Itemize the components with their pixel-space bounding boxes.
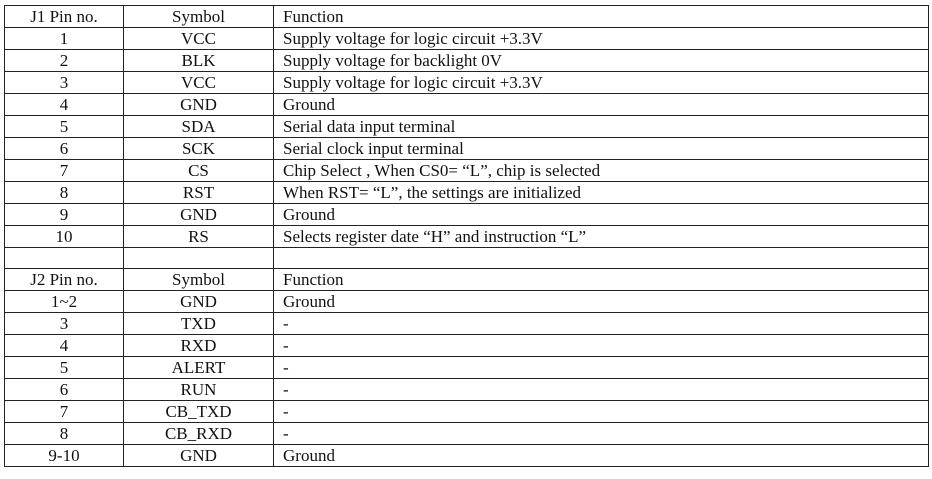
function-cell: - (274, 357, 929, 379)
symbol-cell: RUN (124, 379, 274, 401)
j1-header-row (5, 6, 929, 28)
pin-cell: 3 (5, 72, 124, 94)
function-cell: Selects register date “H” and instruction “L” (274, 226, 929, 248)
table-row (5, 160, 929, 182)
table-row (5, 226, 929, 248)
pin-cell: 4 (5, 335, 124, 357)
pin-cell: 3 (5, 313, 124, 335)
table-row (5, 313, 929, 335)
pin-cell: 7 (5, 401, 124, 423)
table-row (5, 94, 929, 116)
symbol-cell: BLK (124, 50, 274, 72)
table-row (5, 204, 929, 226)
pin-cell: 6 (5, 379, 124, 401)
pin-cell: 9-10 (5, 445, 124, 467)
table-row (5, 138, 929, 160)
table-row (5, 28, 929, 50)
symbol-cell: TXD (124, 313, 274, 335)
symbol-cell: GND (124, 291, 274, 313)
j2-pin-header: J2 Pin no. (5, 269, 124, 291)
function-cell: - (274, 423, 929, 445)
symbol-cell: RS (124, 226, 274, 248)
symbol-cell: VCC (124, 72, 274, 94)
symbol-cell: CB_RXD (124, 423, 274, 445)
j1-function-header: Function (274, 6, 929, 28)
function-cell: Serial clock input terminal (274, 138, 929, 160)
function-cell: Serial data input terminal (274, 116, 929, 138)
pin-cell: 10 (5, 226, 124, 248)
function-cell: Ground (274, 291, 929, 313)
j1-symbol-header: Symbol (124, 6, 274, 28)
pin-cell: 5 (5, 116, 124, 138)
symbol-cell: SCK (124, 138, 274, 160)
function-cell: - (274, 401, 929, 423)
table-row (5, 445, 929, 467)
j2-header-row (5, 269, 929, 291)
function-cell: Supply voltage for logic circuit +3.3V (274, 28, 929, 50)
spacer-row (5, 248, 929, 269)
symbol-cell: VCC (124, 28, 274, 50)
symbol-cell: CS (124, 160, 274, 182)
function-cell: - (274, 313, 929, 335)
function-cell: Supply voltage for backlight 0V (274, 50, 929, 72)
pin-table-body (5, 6, 929, 467)
function-cell: Supply voltage for logic circuit +3.3V (274, 72, 929, 94)
table-row (5, 182, 929, 204)
table-row (5, 335, 929, 357)
symbol-cell: ALERT (124, 357, 274, 379)
pin-cell: 9 (5, 204, 124, 226)
function-cell: Ground (274, 94, 929, 116)
pin-cell: 4 (5, 94, 124, 116)
symbol-cell: GND (124, 94, 274, 116)
symbol-cell: RXD (124, 335, 274, 357)
table-row (5, 291, 929, 313)
table-row (5, 50, 929, 72)
pin-cell: 6 (5, 138, 124, 160)
pin-cell: 5 (5, 357, 124, 379)
table-row (5, 401, 929, 423)
j1-pin-header: J1 Pin no. (5, 6, 124, 28)
table-row (5, 379, 929, 401)
table-row (5, 357, 929, 379)
symbol-cell: GND (124, 204, 274, 226)
pin-cell: 8 (5, 423, 124, 445)
j2-function-header: Function (274, 269, 929, 291)
function-cell: - (274, 379, 929, 401)
symbol-cell: SDA (124, 116, 274, 138)
table-row (5, 116, 929, 138)
pin-cell: 1 (5, 28, 124, 50)
pin-cell: 8 (5, 182, 124, 204)
symbol-cell: GND (124, 445, 274, 467)
j2-symbol-header: Symbol (124, 269, 274, 291)
table-row (5, 423, 929, 445)
symbol-cell: RST (124, 182, 274, 204)
function-cell: When RST= “L”, the settings are initialized (274, 182, 929, 204)
function-cell: Chip Select , When CS0= “L”, chip is selected (274, 160, 929, 182)
pin-cell: 7 (5, 160, 124, 182)
function-cell: Ground (274, 445, 929, 467)
pin-cell: 1~2 (5, 291, 124, 313)
function-cell: Ground (274, 204, 929, 226)
spacer-cell (274, 248, 929, 269)
pin-assignment-table (4, 5, 929, 467)
spacer-cell (124, 248, 274, 269)
pin-cell: 2 (5, 50, 124, 72)
symbol-cell: CB_TXD (124, 401, 274, 423)
spacer-cell (5, 248, 124, 269)
function-cell: - (274, 335, 929, 357)
table-row (5, 72, 929, 94)
